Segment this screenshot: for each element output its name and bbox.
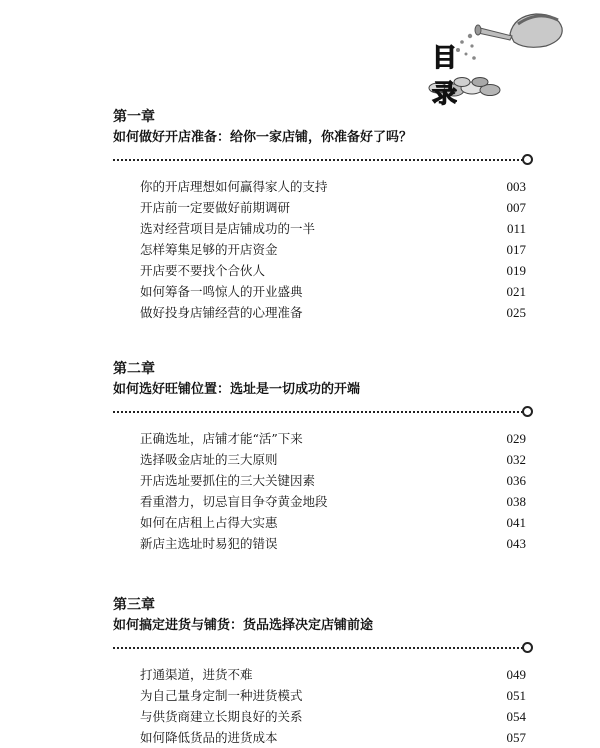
toc-entry[interactable]: 与供货商建立长期良好的关系 054: [140, 709, 526, 724]
toc-entry[interactable]: 你的开店理想如何赢得家人的支持 003: [140, 179, 526, 194]
chapter-2: [113, 360, 533, 554]
toc-entry[interactable]: 如何在店租上占得大实惠 041: [140, 515, 526, 530]
toc-entry[interactable]: 开店选址要抓住的三大关键因素 036: [140, 473, 526, 488]
toc-entry[interactable]: 正确选址，店铺才能“活”下来 029: [140, 431, 526, 446]
chapter-label: 第三章: [113, 597, 155, 613]
toc-entry[interactable]: 如何筹备一鸣惊人的开业盛典 021: [140, 284, 526, 299]
chapter-label: 第二章: [113, 361, 155, 377]
toc-entry[interactable]: 为自己量身定制一种进货模式 051: [140, 688, 526, 703]
toc-entry[interactable]: 如何降低货品的进货成本 057: [140, 730, 526, 745]
chapter-title: 如何做好开店准备：给你一家店铺，你准备好了吗？: [113, 130, 413, 145]
chapter-3: [113, 596, 533, 748]
toc-title: 目 录: [432, 43, 466, 108]
toc-entry-list: [113, 176, 533, 323]
toc-entry-list: [113, 664, 533, 748]
toc-entry[interactable]: 选对经营项目是店铺成功的一半 011: [140, 221, 526, 236]
toc-entry[interactable]: 开店要不要找个合伙人 019: [140, 263, 526, 278]
chapter-divider: [113, 154, 533, 166]
chapter-title: 如何搞定进货与铺货：货品选择决定店铺前途: [113, 618, 374, 633]
toc-entry-list: [113, 428, 533, 554]
chapter-title: 如何选好旺铺位置：选址是一切成功的开端: [113, 382, 361, 397]
toc-entry[interactable]: 做好投身店铺经营的心理准备 025: [140, 305, 526, 320]
toc-entry[interactable]: 怎样筹集足够的开店资金 017: [140, 242, 526, 257]
chapter-divider: [113, 642, 533, 654]
toc-entry[interactable]: 选择吸金店址的三大原则 032: [140, 452, 526, 467]
toc-entry[interactable]: 看重潜力，切忌盲目争夺黄金地段 038: [140, 494, 526, 509]
toc-entry[interactable]: 新店主选址时易犯的错误 043: [140, 536, 526, 551]
chapter-divider: [113, 406, 533, 418]
chapter-label: 第一章: [113, 109, 155, 125]
toc-entry[interactable]: 开店前一定要做好前期调研 007: [140, 200, 526, 215]
toc-entry[interactable]: 打通渠道，进货不难 049: [140, 667, 526, 682]
chapter-1: [113, 108, 533, 323]
